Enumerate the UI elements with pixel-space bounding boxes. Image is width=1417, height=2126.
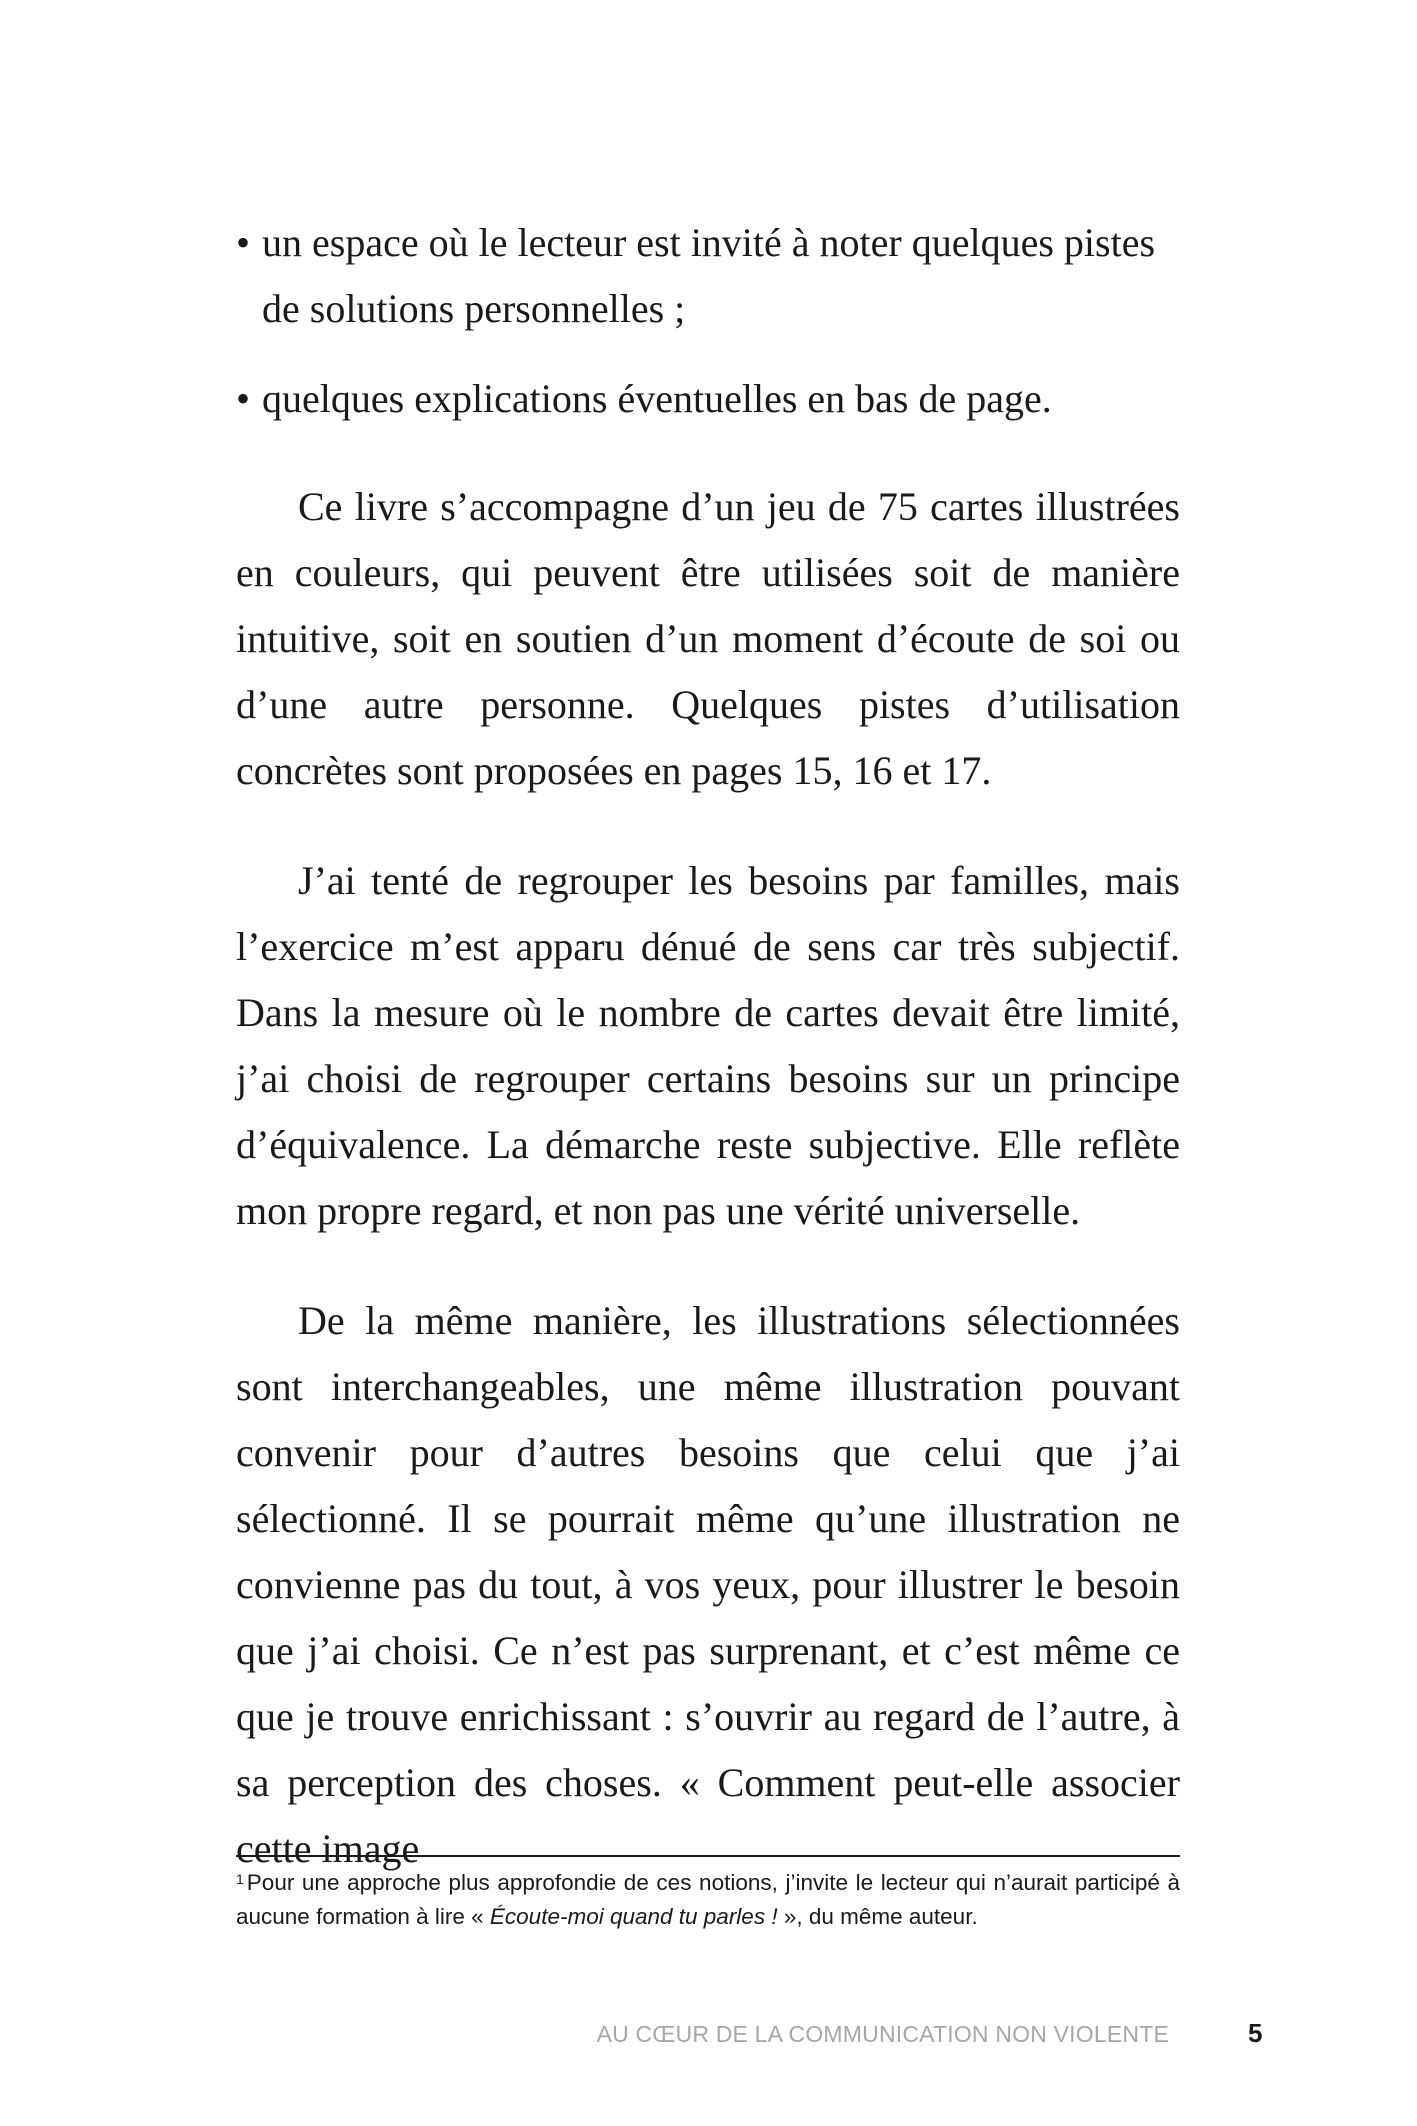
- footnote-text-after: », du même auteur.: [777, 1904, 978, 1929]
- body-paragraph: Ce livre s’accompagne d’un jeu de 75 cartes illustrées en couleurs, qui peuvent être utilisées soit de manière intuitive, soit en soutien d’un moment d’écoute de soi ou d’une autre personne. Quelques pistes d’utilisation concrètes sont proposées en pages 15, 16 et 17.: [236, 484, 1180, 793]
- bullet-marker: •: [236, 220, 251, 265]
- list-item-text: quelques explications éventuelles en bas de page.: [262, 376, 1052, 421]
- body-paragraph: De la même manière, les illustrations sélectionnées sont interchangeables, une même illustration pouvant convenir pour d’autres besoins que celui que j’ai sélectionné. Il se pourrait même qu’une illustration ne convienne pas du tout, à vos yeux, pour illustrer le besoin que j’ai choisi. Ce n’est pas surprenant, et c’est même ce que je trouve enrichissant : s’ouvrir au regard de l’autre, à sa perception des choses. « Comment peut-elle associer cette image: [236, 1298, 1180, 1871]
- footnote-text-before: Pour une approche plus approfondie de ces notions, j’invite le lecteur qui n’aurait participé à aucune formation à lire «: [236, 1870, 1180, 1929]
- page-number: 5: [1248, 2018, 1263, 2048]
- list-item-text: un espace où le lecteur est invité à noter quelques pistes de solutions personnelles ;: [262, 220, 1156, 331]
- body-paragraph: J’ai tenté de regrouper les besoins par familles, mais l’exercice m’est apparu dénué de sens car très subjectif. Dans la mesure où le nombre de cartes devait être limité, j’ai choisi de regrouper certains besoins sur un principe d’équivalence. La démarche reste subjective. Elle reflète mon propre regard, et non pas une vérité universelle.: [236, 858, 1180, 1233]
- bullet-list: [236, 210, 1180, 456]
- footnote-book-title: Écoute-moi quand tu parles !: [489, 1904, 778, 1929]
- running-footer-title: AU CŒUR DE LA COMMUNICATION NON VIOLENTE: [596, 2021, 1169, 2047]
- list-item: [236, 366, 1180, 432]
- footnote: [236, 1866, 1180, 1934]
- footnote-divider: [236, 1855, 1180, 1857]
- list-item: [236, 210, 1180, 342]
- footnote-marker: 1: [236, 1871, 244, 1887]
- bullet-marker: •: [236, 376, 251, 421]
